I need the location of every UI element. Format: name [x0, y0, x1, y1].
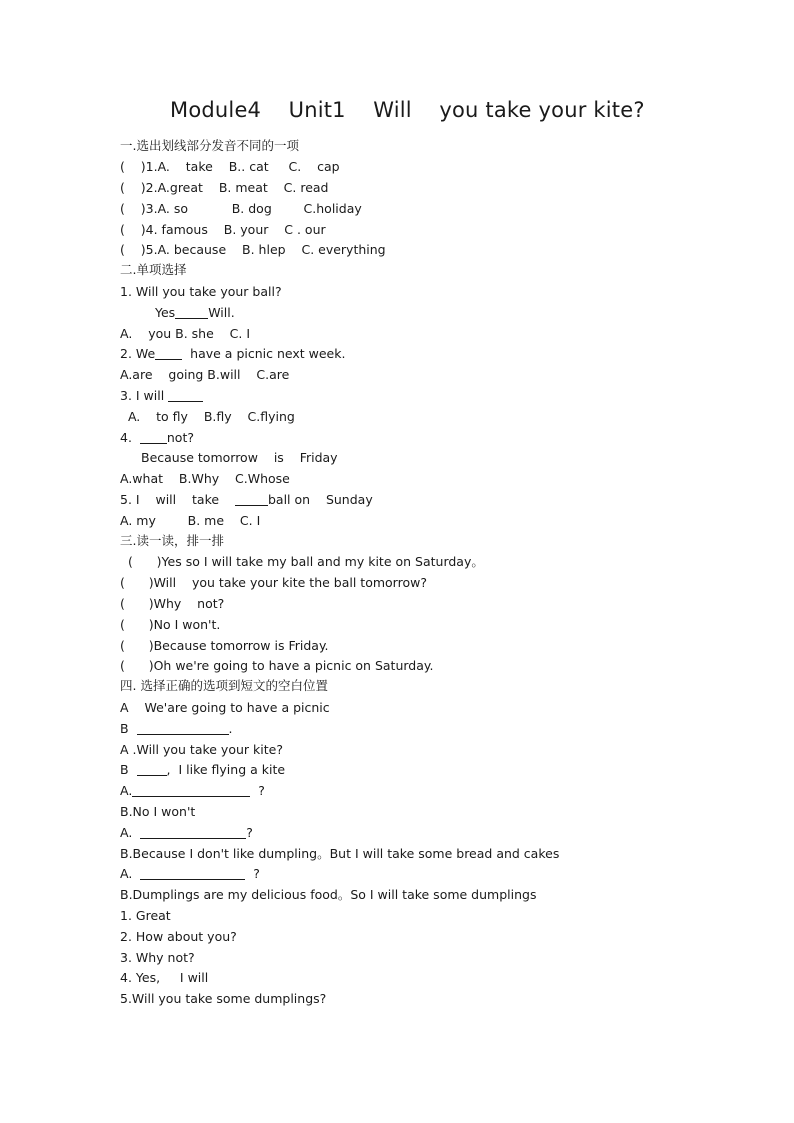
question-1-options: A. you B. she C. I [120, 326, 251, 341]
dialogue-line-4-mid: , [166, 762, 171, 777]
dialogue-line-2-pre: B [120, 721, 137, 736]
dialogue-line-1: A We'are going to have a picnic [120, 700, 330, 715]
option-5: 5.Will you take some dumplings? [120, 991, 327, 1006]
question-2-options: A.are going B.will C.are [120, 367, 290, 382]
dialogue-line-2-post: . [228, 721, 233, 736]
dialogue-line-7-pre: A. [120, 825, 141, 840]
question-1: 1. Will you take your ball? [120, 284, 282, 299]
question-1-answer-pre: Yes [155, 305, 176, 320]
dialogue-line-8: B.Because I don't like dumpling。But I will take some bread and cakes [120, 846, 560, 861]
question-4-answer: Because tomorrow is Friday [141, 450, 338, 465]
question-2 [120, 346, 345, 362]
question-3-pre: 3. I will [120, 388, 169, 403]
question-4-options: A.what B.Why C.Whose [120, 471, 290, 486]
answer-blank[interactable] [140, 867, 245, 880]
section1-item-3: ( )3.A. so B. dog C.holiday [120, 201, 362, 216]
section1-item-4: ( )4. famous B. your C . our [120, 222, 326, 237]
option-4: 4. Yes, I will [120, 970, 209, 985]
dialogue-line-5 [120, 783, 265, 799]
ordering-item-4: ( )No I won't. [120, 617, 221, 632]
dialogue-line-4 [120, 762, 285, 778]
question-2-post: have a picnic next week. [182, 346, 346, 361]
dialogue-line-7-post: ? [246, 825, 253, 840]
question-3 [120, 388, 203, 404]
question-5-post: ball on Sunday [267, 492, 373, 507]
dialogue-line-7 [120, 825, 253, 841]
section1-heading: 一.选出划线部分发音不同的一项 [120, 138, 299, 153]
dialogue-line-9 [120, 866, 260, 882]
answer-blank[interactable] [175, 306, 208, 319]
question-5-options: A. my B. me C. I [120, 513, 261, 528]
dialogue-line-9-post: ? [245, 866, 260, 881]
option-1: 1. Great [120, 908, 171, 923]
ordering-item-1: ( )Yes so I will take my ball and my kite on Saturday。 [120, 554, 484, 569]
answer-blank[interactable] [140, 826, 246, 839]
answer-blank[interactable] [155, 347, 182, 360]
answer-blank[interactable] [137, 763, 167, 776]
answer-blank[interactable] [140, 431, 167, 444]
ordering-item-2: ( )Will you take your kite the ball tomorrow? [120, 575, 427, 590]
question-3-options: A. to fly B.fly C.flying [120, 409, 295, 424]
dialogue-line-4-pre: B [120, 762, 137, 777]
section4-heading: 四. 选择正确的选项到短文的空白位置 [120, 678, 328, 693]
dialogue-line-3: A .Will you take your kite? [120, 742, 283, 757]
section2-heading: 二.单项选择 [120, 262, 187, 277]
answer-blank[interactable] [132, 784, 250, 797]
section1-item-5: ( )5.A. because B. hlep C. everything [120, 242, 386, 257]
answer-blank[interactable] [168, 389, 203, 402]
answer-blank[interactable] [235, 493, 268, 506]
section1-item-1: ( )1.A. take B.. cat C. cap [120, 159, 340, 174]
question-5 [120, 492, 373, 508]
question-1-answer [155, 305, 235, 321]
question-5-pre: 5. I will take [120, 492, 235, 507]
question-2-pre: 2. We [120, 346, 156, 361]
dialogue-line-6: B.No I won't [120, 804, 196, 819]
dialogue-line-4-post: I like flying a kite [170, 762, 286, 777]
dialogue-line-10: B.Dumplings are my delicious food。So I will take some dumplings [120, 887, 537, 902]
dialogue-line-5-post: ? [250, 783, 265, 798]
ordering-item-5: ( )Because tomorrow is Friday. [120, 638, 329, 653]
section3-heading: 三.读一读，排一排 [120, 533, 224, 548]
ordering-item-3: ( )Why not? [120, 596, 225, 611]
question-1-answer-post: Will. [208, 305, 235, 320]
page-title: Module4 Unit1 Will you take your kite? [170, 98, 645, 122]
answer-blank[interactable] [137, 722, 229, 735]
question-4-post: not? [166, 430, 194, 445]
option-3: 3. Why not? [120, 950, 195, 965]
question-4 [120, 430, 194, 446]
question-4-pre: 4. [120, 430, 140, 445]
dialogue-line-2 [120, 721, 233, 737]
dialogue-line-9-pre: A. [120, 866, 141, 881]
section1-item-2: ( )2.A.great B. meat C. read [120, 180, 329, 195]
ordering-item-6: ( )Oh we're going to have a picnic on Saturday. [120, 658, 434, 673]
dialogue-line-5-pre: A. [120, 783, 133, 798]
option-2: 2. How about you? [120, 929, 237, 944]
